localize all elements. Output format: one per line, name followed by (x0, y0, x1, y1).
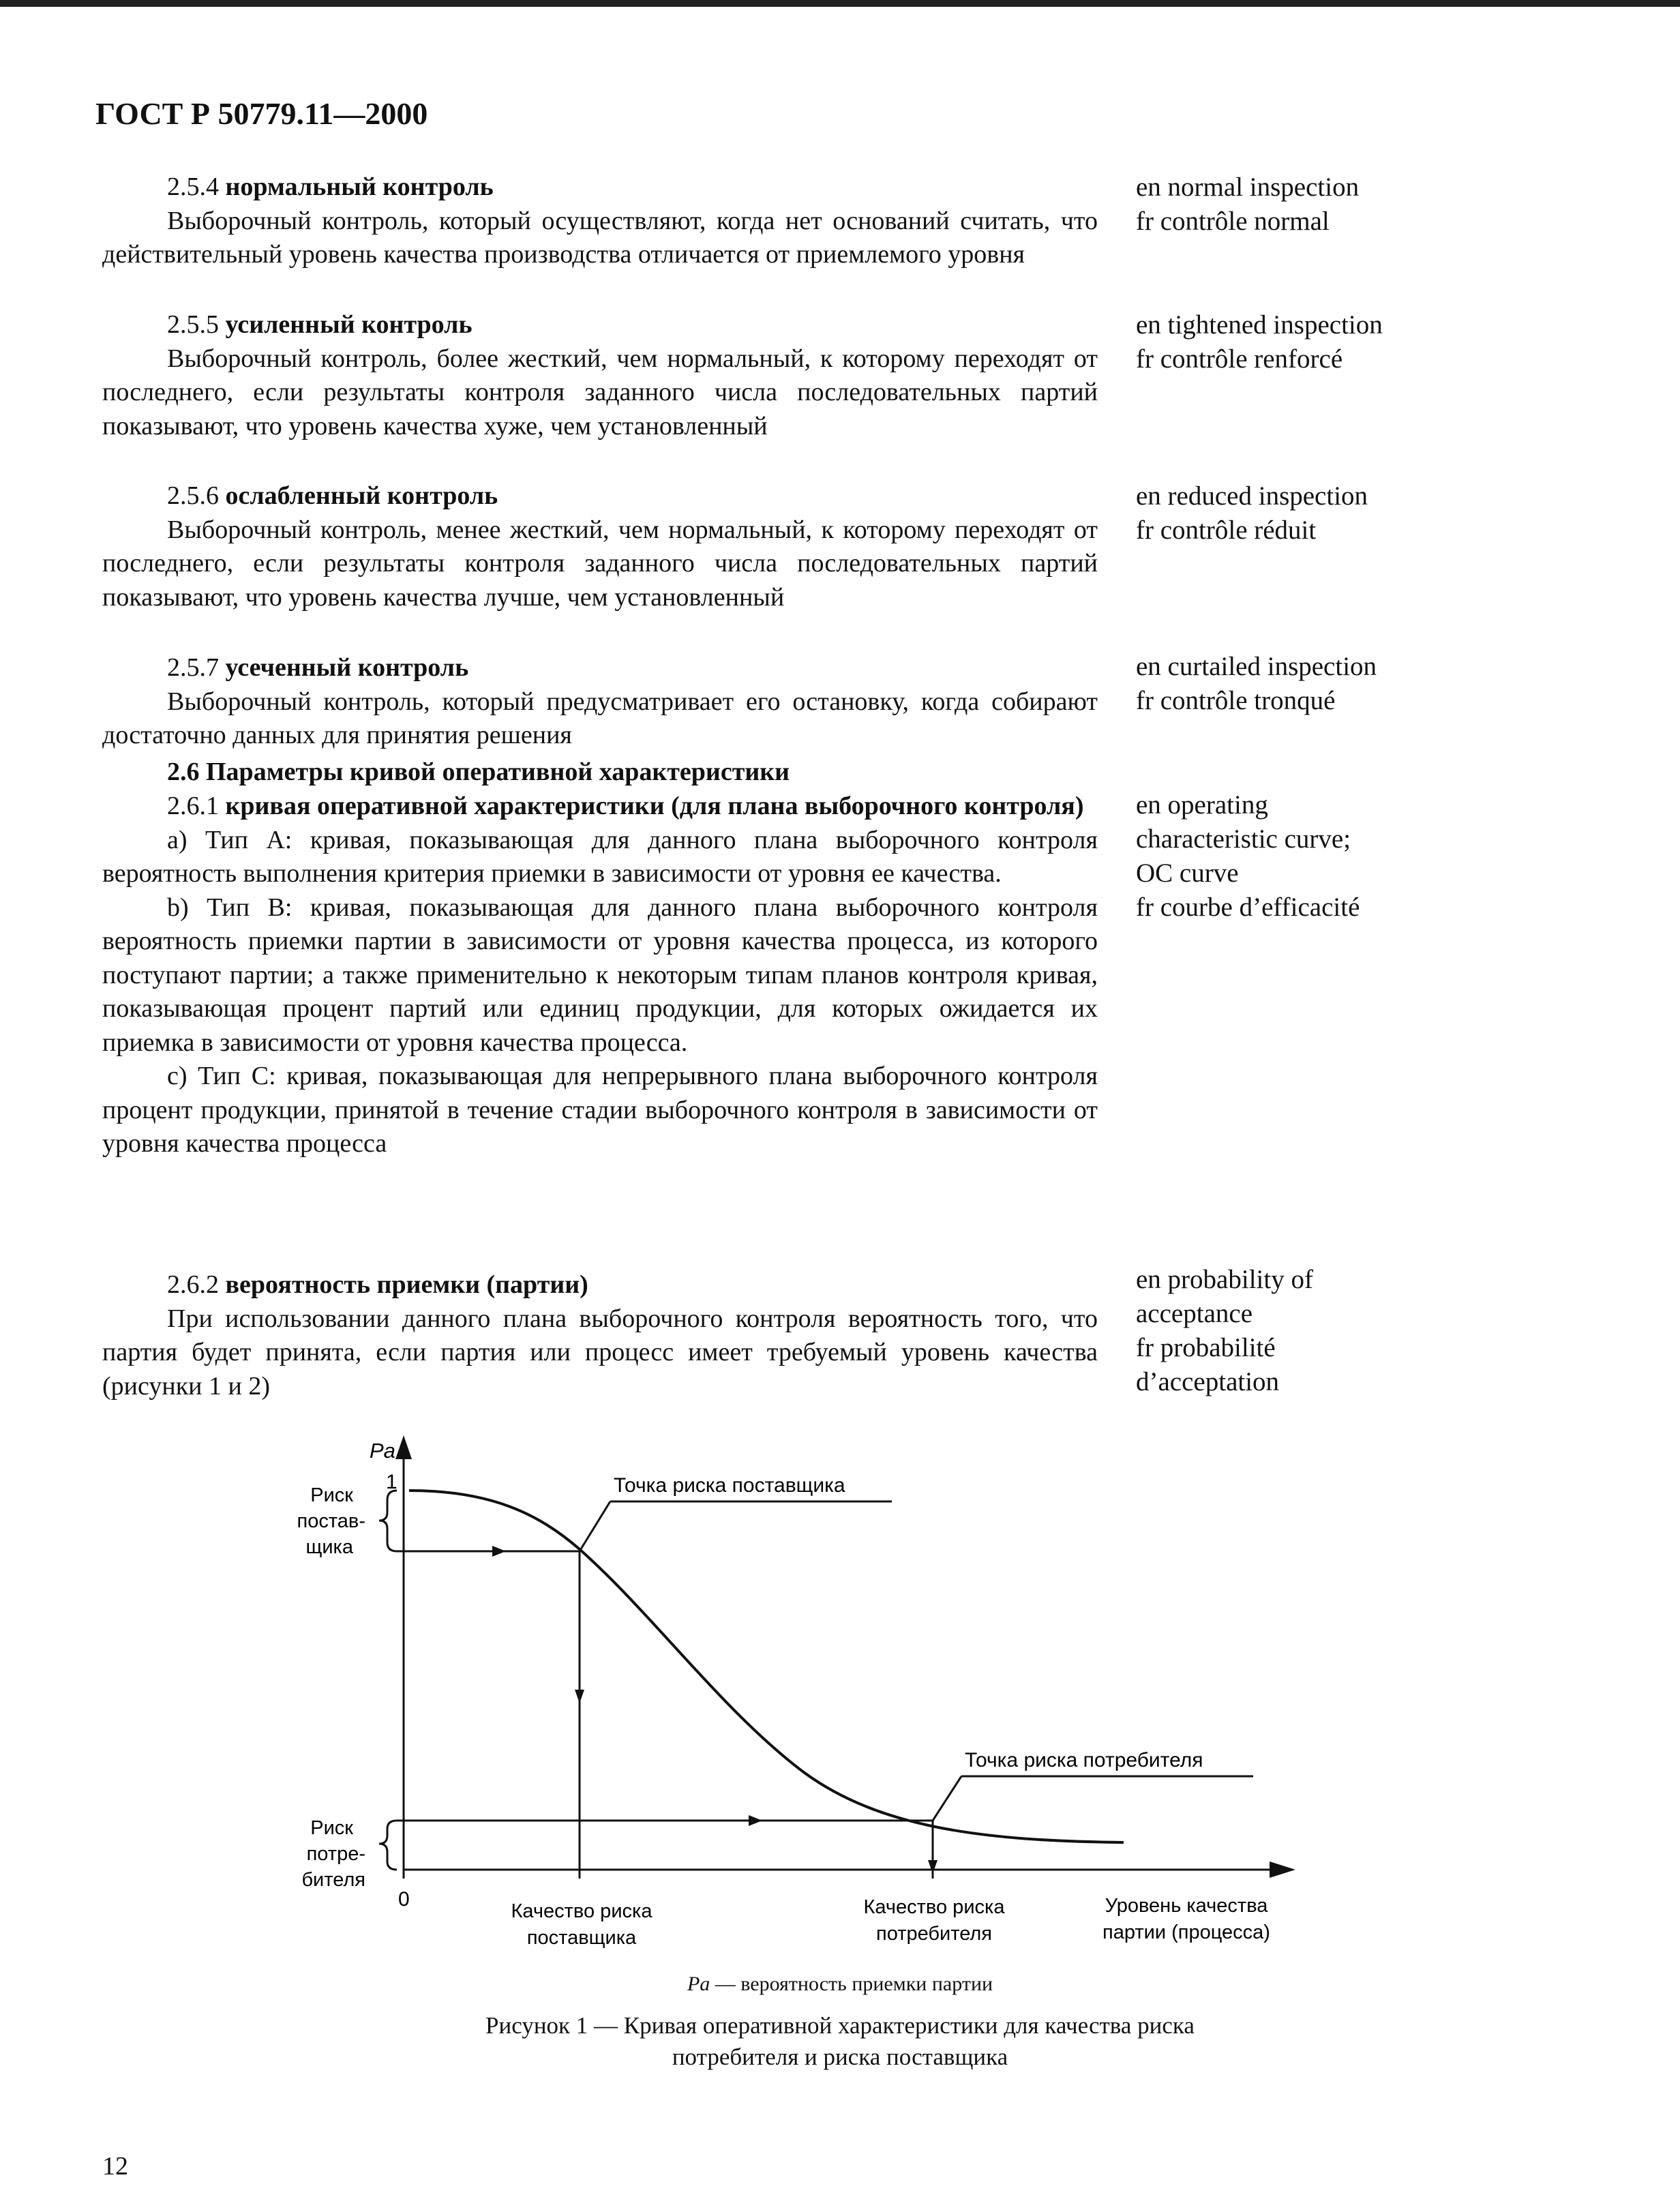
term-heading: 2.5.6 ослабленный контроль (167, 481, 498, 510)
term-heading: 2.6.1 кривая оперативной характеристики (для плана выборочного контроля) (167, 792, 1084, 820)
term-2-6-2 (102, 1268, 1098, 1403)
x-label-consumer-quality: Качество риска (863, 1896, 1005, 1918)
term-para-type-a: а) Тип A: кривая, показывающая для данного плана выборочного контроля вероятность выполнения критерия приемки в зависимости от уровня ее качества. (102, 825, 1098, 888)
term-definition: Выборочный контроль, менее жесткий, чем нормальный, к которому переходят от последнего, если результаты контроля заданного числа последовательных партий показывают, что уровень качества лучше, чем установленный (102, 515, 1098, 612)
term-heading: 2.5.4 нормальный контроль (167, 173, 494, 201)
consumer-risk-label-line: потре- (306, 1843, 365, 1865)
term-para-type-c: с) Тип C: кривая, показывающая для непрерывного плана выборочного контроля процент продукции, принятой в течение стадии выборочного контроля в зависимости от уровня качества процесса (102, 1062, 1098, 1158)
supplier-level-arrow-icon (492, 1546, 506, 1557)
y-tick-zero: 0 (398, 1888, 410, 1911)
x-label-supplier-quality: Качество риска (511, 1900, 652, 1922)
supplier-risk-label-line: щика (305, 1536, 353, 1558)
top-border-line (0, 0, 1680, 7)
term-heading: 2.5.7 усеченный контроль (167, 653, 469, 682)
x-label-supplier-quality: поставщика (526, 1927, 637, 1949)
consumer-point-leader (933, 1776, 961, 1821)
term-2-5-4-equivalents: en normal inspection fr contrôle normal (1136, 173, 1360, 236)
supplier-risk-brace (379, 1491, 397, 1551)
document-code: ГОСТ Р 50779.11—2000 (95, 96, 428, 131)
term-2-6-2-equivalents: en probability of acceptance fr probabilité d’acceptation (1136, 1265, 1313, 1396)
term-definition: Выборочный контроль, который осуществляют, когда нет оснований считать, что действительный уровень качества производства отличается от приемлемого уровня (102, 206, 1098, 269)
term-2-5-5 (102, 308, 1098, 443)
oc-curve-figure (0, 1418, 1680, 1964)
consumer-point-label: Точка риска потребителя (965, 1749, 1203, 1771)
term-definition: При использовании данного плана выборочного контроля вероятность того, что партия будет принята, если партия или процесс имеет требуемый уровень качества (рисунки 1 и 2) (102, 1304, 1098, 1401)
y-axis-label: Pa (370, 1439, 395, 1463)
consumer-drop-arrow-icon (928, 1860, 937, 1874)
term-2-5-6 (102, 479, 1098, 614)
term-2-5-6-equivalents: en reduced inspection fr contrôle réduit (1136, 481, 1368, 545)
y-axis-arrow-icon (395, 1435, 412, 1459)
term-2-5-4 (102, 170, 1098, 272)
supplier-risk-label-line: постав- (297, 1510, 365, 1532)
term-2-6-1-equivalents: en operating characteristic curve; OC curve fr courbe d’efficacité (1136, 790, 1360, 922)
oc-curve-line (409, 1491, 1124, 1842)
term-definition: Выборочный контроль, который предусматривает его остановку, когда собирают достаточно данных для принятия решения (102, 687, 1098, 749)
consumer-risk-label-line: Риск (310, 1817, 353, 1839)
x-axis-arrow-icon (1270, 1861, 1295, 1878)
x-axis-label: Уровень качества (1105, 1895, 1268, 1917)
consumer-level-arrow-icon (749, 1815, 762, 1826)
term-2-5-5-equivalents: en tightened inspection fr contrôle renforcé (1136, 310, 1383, 374)
term-heading: 2.6.2 вероятность приемки (партии) (167, 1270, 588, 1299)
term-definition: Выборочный контроль, более жесткий, чем нормальный, к которому переходят от последнего, если результаты контроля заданного числа последовательных партий показывают, что уровень качества хуже, чем установленный (102, 344, 1098, 440)
figure-legend: Pa — вероятность приемки партии (687, 1973, 993, 1995)
consumer-risk-label-line: бителя (301, 1869, 365, 1891)
supplier-point-leader (580, 1501, 610, 1551)
x-axis-label: партии (процесса) (1102, 1921, 1270, 1943)
supplier-drop-arrow-icon (575, 1690, 584, 1703)
page-number: 12 (102, 2152, 128, 2181)
section-heading-2-6: 2.6 Параметры кривой оперативной характеристики (167, 758, 790, 786)
x-label-consumer-quality: потребителя (876, 1923, 992, 1945)
term-2-5-7 (102, 651, 1098, 753)
term-2-5-7-equivalents: en curtailed inspection fr contrôle tronqué (1136, 652, 1377, 715)
term-para-type-b: b) Тип B: кривая, показывающая для данного плана выборочного контроля вероятность приемки партии в зависимости от уровня качества процесса, из которого поступают партии; а также применительно к некоторым типам планов контроля кривая, показывающая процент партий или единиц продукции, для которых ожидается их приемка в зависимости от уровня качества процесса. (102, 893, 1098, 1057)
term-2-6-1 (102, 790, 1098, 1161)
supplier-risk-label-line: Риск (310, 1484, 353, 1506)
y-tick-one: 1 (386, 1471, 397, 1493)
term-heading: 2.5.5 усиленный контроль (167, 310, 472, 339)
consumer-risk-brace (379, 1821, 397, 1870)
figure-caption: Рисунок 1 — Кривая оперативной характеристики для качества риска потребителя и риска поставщика (485, 2012, 1195, 2070)
supplier-point-label: Точка риска поставщика (614, 1474, 845, 1497)
